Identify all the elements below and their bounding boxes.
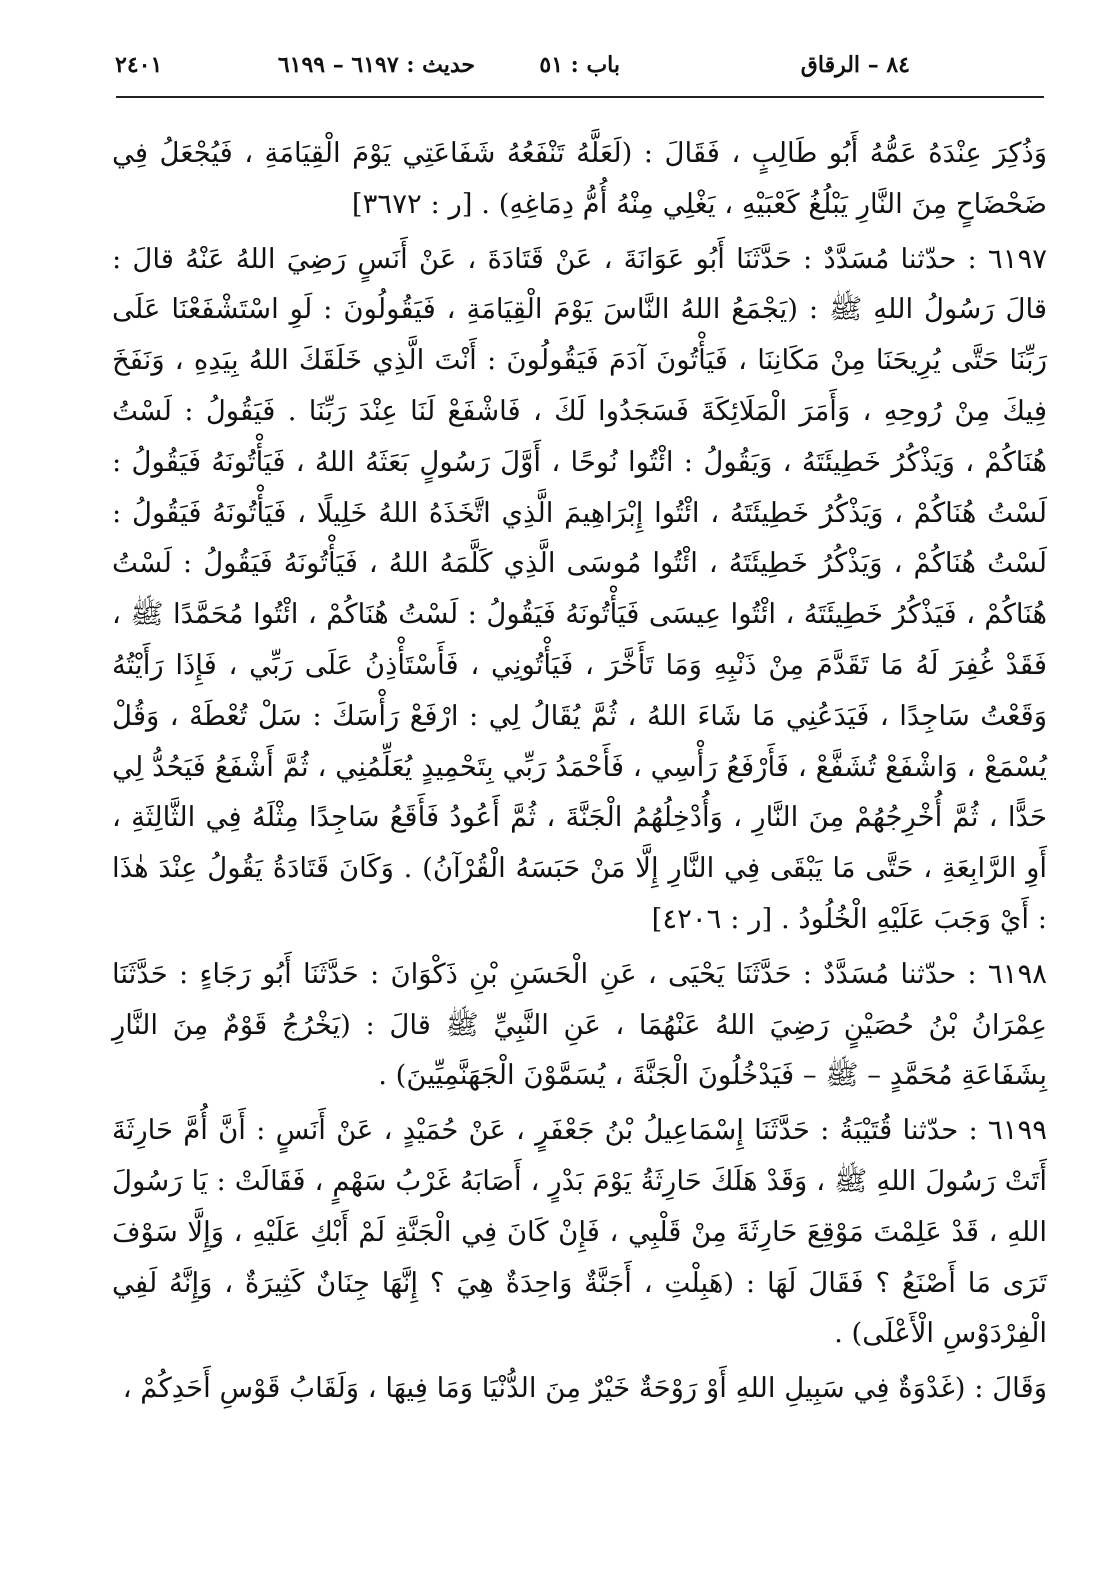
hadith-6199: ٦١٩٩ : حدّثنا قُتَيْبَةُ : حَدَّثَنَا إِسْمَاعِيلُ بْنُ جَعْفَرٍ ، عَنْ حُمَيْدٍ ، عَنْ أَنَسٍ : أَنَّ أُمَّ حَارِثَةَ أَتَتْ رَسُولَ اللهِ ﷺ ، وَقَدْ هَلَكَ حَارِثَةُ يَوْمَ بَدْرٍ ، أَصَابَهُ غَرْبُ سَهْمٍ ، فَقَالَتْ : يَا رَسُولَ اللهِ ، قَدْ عَلِمْتَ مَوْقِعَ حَارِثَةَ مِنْ قَلْبِي ، فَإِنْ كَانَ فِي الْجَنَّةِ لَمْ أَبْكِ عَلَيْهِ ، وَإِلَّا سَوْفَ تَرَى مَا أَصْنَعُ ؟ فَقَالَ لَهَا : (هَبِلْتِ ، أَجَنَّةٌ وَاحِدَةٌ هِيَ ؟ إِنَّهَا جِنَانٌ كَثِيرَةٌ ، وَإِنَّهُ لَفِي الْفِرْدَوْسِ الْأَعْلَى) . [112,1114,1047,1350]
header-divider [116,96,1044,98]
book-title: ٨٤ – الرقاق [800,52,910,78]
hadith-6197: ٦١٩٧ : حدّثنا مُسَدَّدٌ : حَدَّثَنَا أَبُو عَوَانَةَ ، عَنْ قَتَادَةَ ، عَنْ أَنَسٍ رَضِيَ اللهُ عَنْهُ قالَ : قالَ رَسُولُ اللهِ ﷺ : (يَجْمَعُ اللهُ النَّاسَ يَوْمَ الْقِيَامَةِ ، فَيَقُولُونَ : لَوِ اسْتَشْفَعْنَا عَلَى رَبِّنَا حَتَّى يُرِيحَنَا مِنْ مَكَانِنَا ، فَيَأْتُونَ آدَمَ فَيَقُولُونَ : أَنْتَ الَّذِي خَلَقَكَ اللهُ بِيَدِهِ ، وَنَفَخَ فِيكَ مِنْ رُوحِهِ ، وَأَمَرَ الْمَلَائِكَةَ فَسَجَدُوا لَكَ ، فَاشْفَعْ لَنَا عِنْدَ رَبِّنَا . فَيَقُولُ : لَسْتُ هُنَاكُمْ ، وَيَذْكُرُ خَطِيئَتَهُ ، وَيَقُولُ : ائْتُوا نُوحًا ، أَوَّلَ رَسُولٍ بَعَثَهُ اللهُ ، فَيَأْتُونَهُ فَيَقُولُ : لَسْتُ هُنَاكُمْ ، وَيَذْكُرُ خَطِيئَتَهُ ، ائْتُوا إِبْرَاهِيمَ الَّذِي اتَّخَذَهُ اللهُ خَلِيلًا ، فَيَأْتُونَهُ فَيَقُولُ : لَسْتُ هُنَاكُمْ ، وَيَذْكُرُ خَطِيئَتَهُ ، ائْتُوا مُوسَى الَّذِي كَلَّمَهُ اللهُ ، فَيَأْتُونَهُ فَيَقُولُ : لَسْتُ هُنَاكُمْ ، فَيَذْكُرُ خَطِيئَتَهُ ، ائْتُوا عِيسَى فَيَأْتُونَهُ فَيَقُولُ : لَسْتُ هُنَاكُمْ ، ائْتُوا مُحَمَّدًا ﷺ ، فَقَدْ غُفِرَ لَهُ مَا تَقَدَّمَ مِنْ ذَنْبِهِ وَمَا تَأَخَّرَ ، فَيَأْتُونِي ، فَأَسْتَأْذِنُ عَلَى رَبِّي ، فَإِذَا رَأَيْتُهُ وَقَعْتُ سَاجِدًا ، فَيَدَعُنِي مَا شَاءَ اللهُ ، ثُمَّ يُقَالُ لِي : ارْفَعْ رَأْسَكَ : سَلْ تُعْطَهْ ، وَقُلْ يُسْمَعْ ، وَاشْفَعْ تُشَفَّعْ ، فَأَرْفَعُ رَأْسِي ، فَأَحْمَدُ رَبِّي بِتَحْمِيدٍ يُعَلِّمُنِي ، ثُمَّ أَشْفَعُ فَيَحُدُّ لِي حَدًّا ، ثُمَّ أُخْرِجُهُمْ مِنَ النَّارِ ، وَأُدْخِلُهُمُ الْجَنَّةَ ، ثُمَّ أَعُودُ فَأَقَعُ سَاجِدًا مِثْلَهُ فِي الثَّالِثَةِ ، أَوِ الرَّابِعَةِ ، حَتَّى مَا يَبْقَى فِي النَّارِ إِلَّا مَنْ حَبَسَهُ الْقُرْآنُ) . وَكَانَ قَتَادَةُ يَقُولُ عِنْدَ هٰذَا : أَيْ وَجَبَ عَلَيْهِ الْخُلُودُ . [ر : ٤٢٠٦] [112,242,1047,935]
paragraph-continuation: وَذُكِرَ عِنْدَهُ عَمُّهُ أَبُو طَالِبٍ ، فَقَالَ : (لَعَلَّهُ تَنْفَعُهُ شَفَاعَتِي يَوْمَ الْقِيَامَةِ ، فَيُجْعَلُ فِي ضَحْضَاحٍ مِنَ النَّارِ يَبْلُغُ كَعْبَيْهِ ، يَغْلِي مِنْهُ أُمُّ دِمَاغِهِ) . [ر : ٣٦٧٢] [112,137,1047,220]
page-body [112,128,1047,1414]
hadith-6198: ٦١٩٨ : حدّثنا مُسَدَّدٌ : حَدَّثَنَا يَحْيَى ، عَنِ الْحَسَنِ بْنِ ذَكْوَانَ : حَدَّثَنَا أَبُو رَجَاءٍ : حَدَّثَنَا عِمْرَانُ بْنُ حُصَيْنٍ رَضِيَ اللهُ عَنْهُمَا ، عَنِ النَّبِيِّ ﷺ قالَ : (يَخْرُجُ قَوْمٌ مِنَ النَّارِ بِشَفَاعَةِ مُحَمَّدٍ – ﷺ – فَيَدْخُلُونَ الْجَنَّةَ ، يُسَمَّوْنَ الْجَهَنَّمِيِّينَ) . [112,957,1047,1092]
page-number: ٢٤٠١ [115,52,163,78]
paragraph-final: وَقَالَ : (غَدْوَةٌ فِي سَبِيلِ اللهِ أَوْ رَوْحَةٌ خَيْرٌ مِنَ الدُّنْيَا وَمَا فِيهَا ، وَلَقَابُ قَوْسِ أَحَدِكُمْ ، [122,1372,1047,1405]
hadith-range: حديث : ٦١٩٧ – ٦١٩٩ [277,52,475,78]
running-header [110,52,1040,92]
chapter-number: باب : ٥١ [539,52,620,78]
